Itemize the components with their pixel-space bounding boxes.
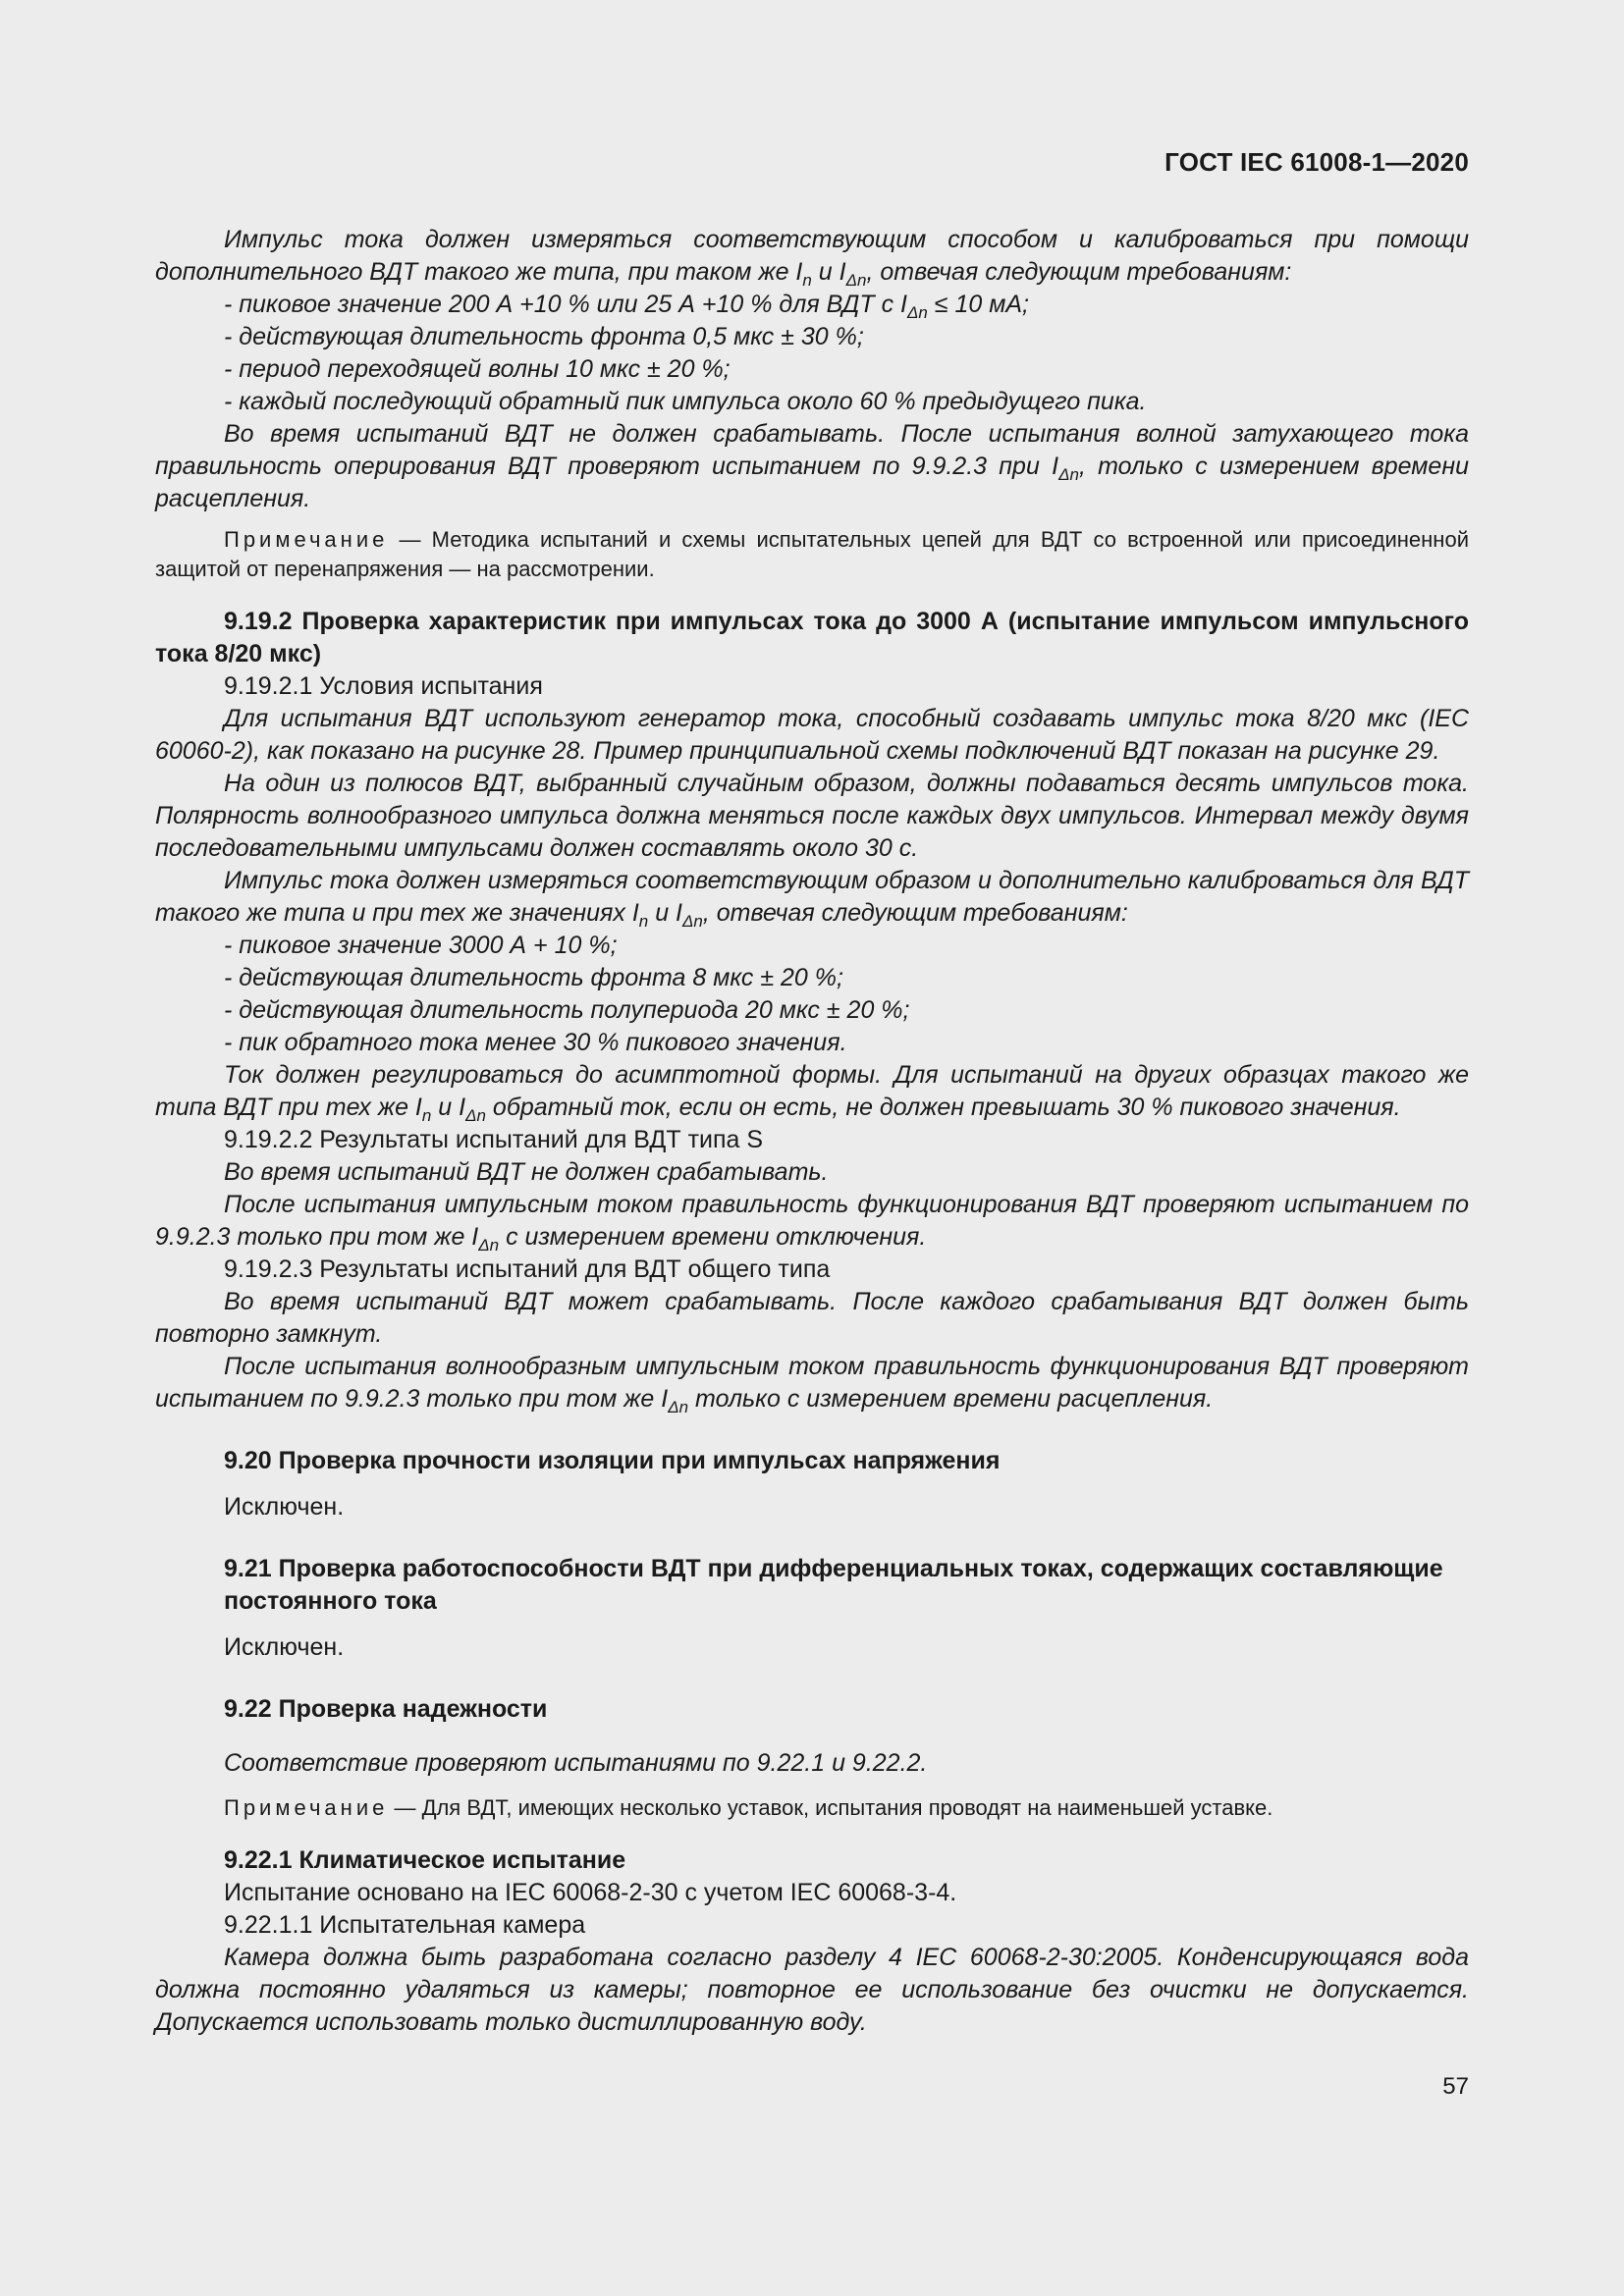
subsection-heading-9-19-2-1: 9.19.2.1 Условия испытания — [224, 672, 543, 700]
paragraph: Камера должна быть разработана согласно разделу 4 IEC 60068-2-30:2005. Конденсирующаяся вода должна постоянно удаляться из камеры; повторное ее использование без очистки не допускается. Допускается использовать только дистиллированную воду. — [155, 1944, 1469, 2036]
section-heading-9-22: 9.22 Проверка надежности — [224, 1695, 548, 1723]
list-item: - период переходящей волны 10 мкс ± 20 %; — [224, 355, 731, 383]
paragraph: На один из полюсов ВДТ, выбранный случайным образом, должны подаваться десять импульсов тока. Полярность волнообразного импульса должна меняться после каждых двух импульсов. Интервал между двумя последовательными импульсами должен составлять около 30 с. — [155, 770, 1469, 862]
section-heading-9-20: 9.20 Проверка прочности изоляции при импульсах напряжения — [224, 1447, 1001, 1474]
paragraph-excluded: Исключен. — [224, 1633, 345, 1661]
subsection-heading-9-19-2-3: 9.19.2.3 Результаты испытаний для ВДТ общего типа — [224, 1255, 831, 1283]
section-heading-9-22-1: 9.22.1 Климатическое испытание — [224, 1846, 626, 1874]
subsection-heading-9-19-2-2: 9.19.2.2 Результаты испытаний для ВДТ типа S — [224, 1126, 764, 1153]
note: Примечание — Методика испытаний и схемы испытательных цепей для ВДТ со встроенной или присоединенной защитой от перенапряжения — на рассмотрении. — [155, 527, 1469, 581]
paragraph: После испытания импульсным током правильность функционирования ВДТ проверяют испытанием по 9.9.2.3 только при том же $I_{\Delta n}$ с измерением времени отключения. — [155, 1191, 1469, 1255]
paragraph-excluded: Исключен. — [224, 1493, 345, 1521]
paragraph-test-result: Во время испытаний ВДТ не должен срабатывать. После испытания волной затухающего тока правильность оперирования ВДТ проверяют испытанием по 9.9.2.3 при $I_{\Delta n}$, только с измерением времени расцепления. — [155, 420, 1469, 512]
list-item: - действующая длительность фронта 8 мкс ± 20 %; — [224, 964, 843, 991]
list-item: - каждый последующий обратный пик импульса около 60 % предыдущего пика. — [224, 388, 1147, 415]
list-item: - пик обратного тока менее 30 % пикового значения. — [224, 1029, 847, 1056]
document-header: ГОСТ IEC 61008-1—2020 — [1164, 147, 1469, 177]
paragraph: Во время испытаний ВДТ не должен срабатывать. — [224, 1158, 829, 1186]
section-heading-9-19-2: 9.19.2 Проверка характеристик при импульсах тока до 3000 А (испытание импульсом импульсного тока 8/20 мкс) — [155, 608, 1469, 667]
note-label: Примечание — [224, 527, 389, 552]
note-label: Примечание — [224, 1795, 389, 1820]
paragraph-impulse-measurement: Импульс тока должен измеряться соответствующим способом и калиброваться при помощи дополнительного ВДТ такого же типа, при таком же $I_n$ и $I_{\Delta n}$, отвечая следующим требованиям: — [155, 226, 1469, 290]
paragraph: Во время испытаний ВДТ может срабатывать. После каждого срабатывания ВДТ должен быть повторно замкнут. — [155, 1288, 1469, 1348]
paragraph: Для испытания ВДТ используют генератор тока, способный создавать импульс тока 8/20 мкс (IEC 60060-2), как показано на рисунке 28. Пример принципиальной схемы подключений ВДТ показан на рисунке 29. — [155, 705, 1469, 765]
page-number: 57 — [1442, 2073, 1469, 2100]
section-heading-9-21: 9.21 Проверка работоспособности ВДТ при дифференциальных токах, содержащих составляющие постоянного тока — [224, 1555, 1443, 1615]
paragraph: Испытание основано на IEC 60068-2-30 с учетом IEC 60068-3-4. — [224, 1879, 957, 1906]
paragraph: Соответствие проверяют испытаниями по 9.22.1 и 9.22.2. — [224, 1749, 928, 1777]
list-item: - пиковое значение 3000 А + 10 %; — [224, 932, 618, 959]
paragraph: Ток должен регулироваться до асимптотной формы. Для испытаний на других образцах такого же типа ВДТ при тех же $I_n$ и $I_{\Delta n}$ обратный ток, если он есть, не должен превышать 30 % пикового значения. — [155, 1061, 1469, 1125]
note: Примечание — Для ВДТ, имеющих несколько уставок, испытания проводят на наименьшей уставке. — [224, 1795, 1273, 1820]
subsection-heading-9-22-1-1: 9.22.1.1 Испытательная камера — [224, 1911, 586, 1939]
paragraph: После испытания волнообразным импульсным током правильность функционирования ВДТ проверяют испытанием по 9.9.2.3 только при том же $I_{\Delta n}$ только с измерением времени расцепления. — [155, 1353, 1469, 1416]
document-body — [155, 224, 1469, 2039]
list-item: - пиковое значение 200 А +10 % или 25 А +10 % для ВДТ с $I_{\Delta n} \le 10$ мА; — [224, 291, 1029, 322]
paragraph: Импульс тока должен измеряться соответствующим образом и дополнительно калиброваться для ВДТ такого же типа и при тех же значениях $I_n$ и $I_{\Delta n}$, отвечая следующим требованиям: — [155, 867, 1469, 931]
list-item: - действующая длительность фронта 0,5 мкс ± 30 %; — [224, 323, 864, 350]
list-item: - действующая длительность полупериода 20 мкс ± 20 %; — [224, 996, 910, 1024]
